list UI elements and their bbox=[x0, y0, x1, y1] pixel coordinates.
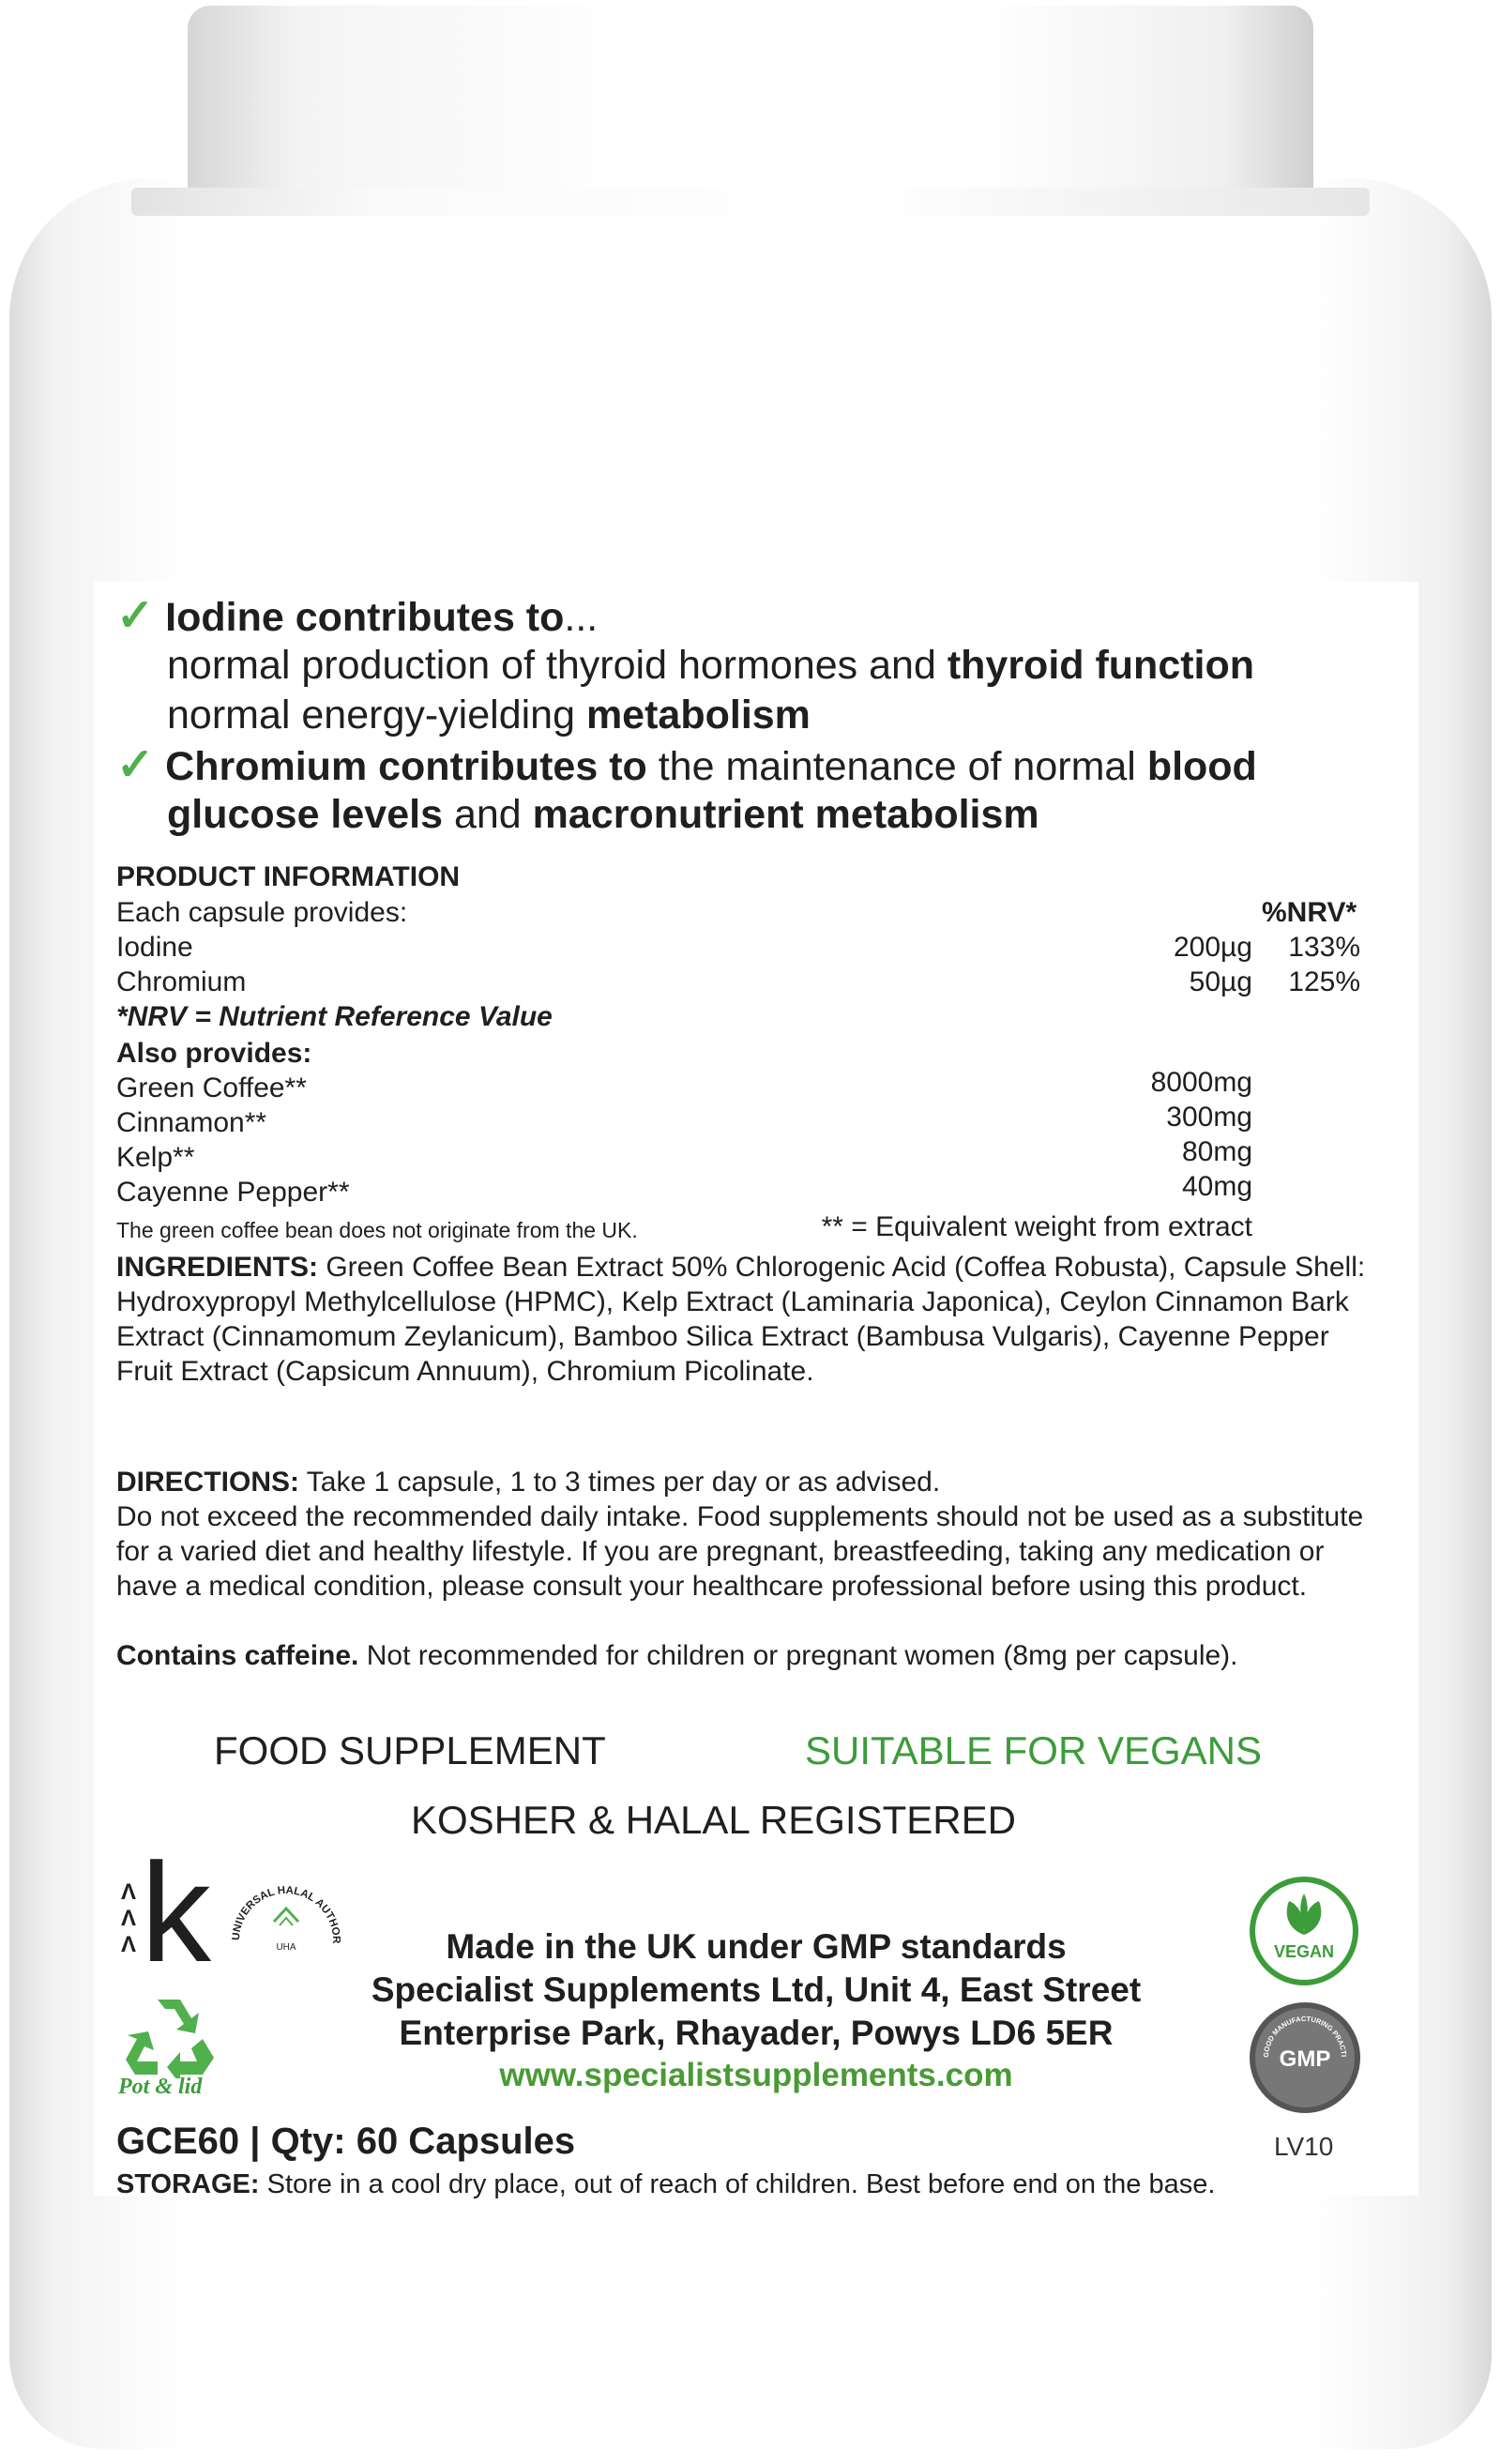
nutrient-nrv: 133% bbox=[1288, 932, 1360, 963]
food-supplement-text: FOOD SUPPLEMENT bbox=[214, 1728, 606, 1772]
product-code-qty: GCE60 | Qty: 60 Capsules bbox=[116, 2121, 576, 2162]
nutrient-name: Chromium bbox=[116, 966, 247, 997]
gmp-seal-icon bbox=[1255, 2008, 1355, 2107]
origin-note: The green coffee bean does not originate from the UK. bbox=[116, 1218, 638, 1242]
claim-line-3: normal energy-yielding metabolism bbox=[167, 692, 811, 738]
nutrient-name: Iodine bbox=[116, 932, 193, 963]
product-info-heading: PRODUCT INFORMATION bbox=[116, 861, 461, 892]
checkmark-icon: ✓ bbox=[116, 591, 155, 641]
extract-amount: 300mg bbox=[1166, 1102, 1252, 1133]
storage-line: STORAGE: Store in a cool dry place, out of reach of children. Best before end on the base. bbox=[116, 2169, 1216, 2199]
lid-rim bbox=[131, 188, 1370, 216]
also-provides-heading: Also provides: bbox=[116, 1038, 312, 1069]
nutrient-amount: 50µg bbox=[1189, 966, 1252, 997]
claim-line-2: normal production of thyroid hormones and thyroid function bbox=[167, 643, 1255, 688]
vegan-badge bbox=[1250, 1877, 1358, 1985]
extract-amount: 40mg bbox=[1181, 1171, 1252, 1202]
vegan-suitability-text: SUITABLE FOR VEGANS bbox=[805, 1728, 1262, 1772]
extract-amount: 8000mg bbox=[1150, 1067, 1252, 1098]
claim-line-5: glucose levels and macronutrient metabolism bbox=[167, 792, 1039, 837]
extract-amount: 80mg bbox=[1181, 1136, 1252, 1167]
pot-lid-text: Pot & lid bbox=[118, 2075, 203, 2099]
extract-name: Cinnamon** bbox=[116, 1107, 267, 1138]
made-in-uk-text: Made in the UK under GMP standards bbox=[446, 1927, 1067, 1966]
ingredients-block: INGREDIENTS: Green Coffee Bean Extract 50% Chlorogenic Acid (Coffea Robusta), Capsule Shell: Hydroxypropyl Methylcellulose (HPMC), Kelp Extract (Laminaria Japonica), Ceylon Cinnamon Bark Extract (Cinnamomum Zeylanicum), Bamboo Silica Extract (Bambusa Vulgaris), Cayenne Pepper Fruit Extract (Capsicum Annuum), Chromium Picolinate. bbox=[116, 1252, 1366, 1387]
kosher-halal-text: KOSHER & HALAL REGISTERED bbox=[411, 1798, 1016, 1842]
bottle-lid bbox=[188, 6, 1313, 212]
kosher-logo-chevrons: Λ Λ Λ bbox=[120, 1879, 136, 1957]
equivalent-note: ** = Equivalent weight from extract bbox=[821, 1211, 1252, 1242]
nutrient-nrv: 125% bbox=[1288, 966, 1360, 997]
company-address-line-2: Enterprise Park, Rhayader, Powys LD6 5ER bbox=[399, 2014, 1114, 2052]
nrv-header: %NRV* bbox=[1262, 897, 1357, 928]
product-label bbox=[94, 582, 1418, 2199]
claim-line-4: ✓ Chromium contributes to the maintenance of normal blood bbox=[116, 740, 1257, 790]
caffeine-block: Contains caffeine. Not recommended for children or pregnant women (8mg per capsule). bbox=[116, 1640, 1238, 1671]
lot-code: LV10 bbox=[1274, 2132, 1334, 2161]
nrv-note: *NRV = Nutrient Reference Value bbox=[116, 1001, 553, 1032]
extract-name: Kelp** bbox=[116, 1142, 195, 1173]
recycle-logo bbox=[113, 1994, 235, 2107]
nutrient-amount: 200µg bbox=[1173, 932, 1252, 963]
claim-line-1: ✓ Iodine contributes to... bbox=[116, 591, 599, 641]
halal-ring-text: UNIVERSAL HALAL AUTHOR bbox=[230, 1884, 342, 1944]
leaf-icon bbox=[1280, 1892, 1328, 1937]
extract-name: Green Coffee** bbox=[116, 1072, 307, 1103]
warning-text: Do not exceed the recommended daily intake. Food supplements should not be used as a substitute for a varied diet and healthy lifestyle. If you are pregnant, breastfeeding, taking any medication or have a medical condition, please consult your healthcare professional before using this product. bbox=[116, 1501, 1364, 1602]
company-address-line-1: Specialist Supplements Ltd, Unit 4, East Street bbox=[371, 1970, 1142, 2009]
vegan-badge-label: VEGAN bbox=[1273, 1942, 1334, 1961]
gmp-ring-text: GOOD MANUFACTURING PRACTI bbox=[1261, 2014, 1348, 2059]
extract-name: Cayenne Pepper** bbox=[116, 1177, 350, 1208]
gmp-badge-label: GMP bbox=[1279, 2046, 1331, 2072]
website-link[interactable]: www.specialistsupplements.com bbox=[499, 2057, 1013, 2093]
kosher-logo bbox=[114, 1833, 236, 1991]
checkmark-icon: ✓ bbox=[116, 740, 155, 790]
kosher-k-mark: k bbox=[141, 1833, 211, 1991]
directions-block: DIRECTIONS: Take 1 capsule, 1 to 3 times per day or as advised. bbox=[116, 1467, 941, 1498]
halal-small-text: UHA bbox=[276, 1942, 296, 1953]
gmp-badge bbox=[1250, 2002, 1360, 2113]
each-capsule-label: Each capsule provides: bbox=[116, 897, 408, 928]
recycle-icon bbox=[113, 1994, 225, 2078]
